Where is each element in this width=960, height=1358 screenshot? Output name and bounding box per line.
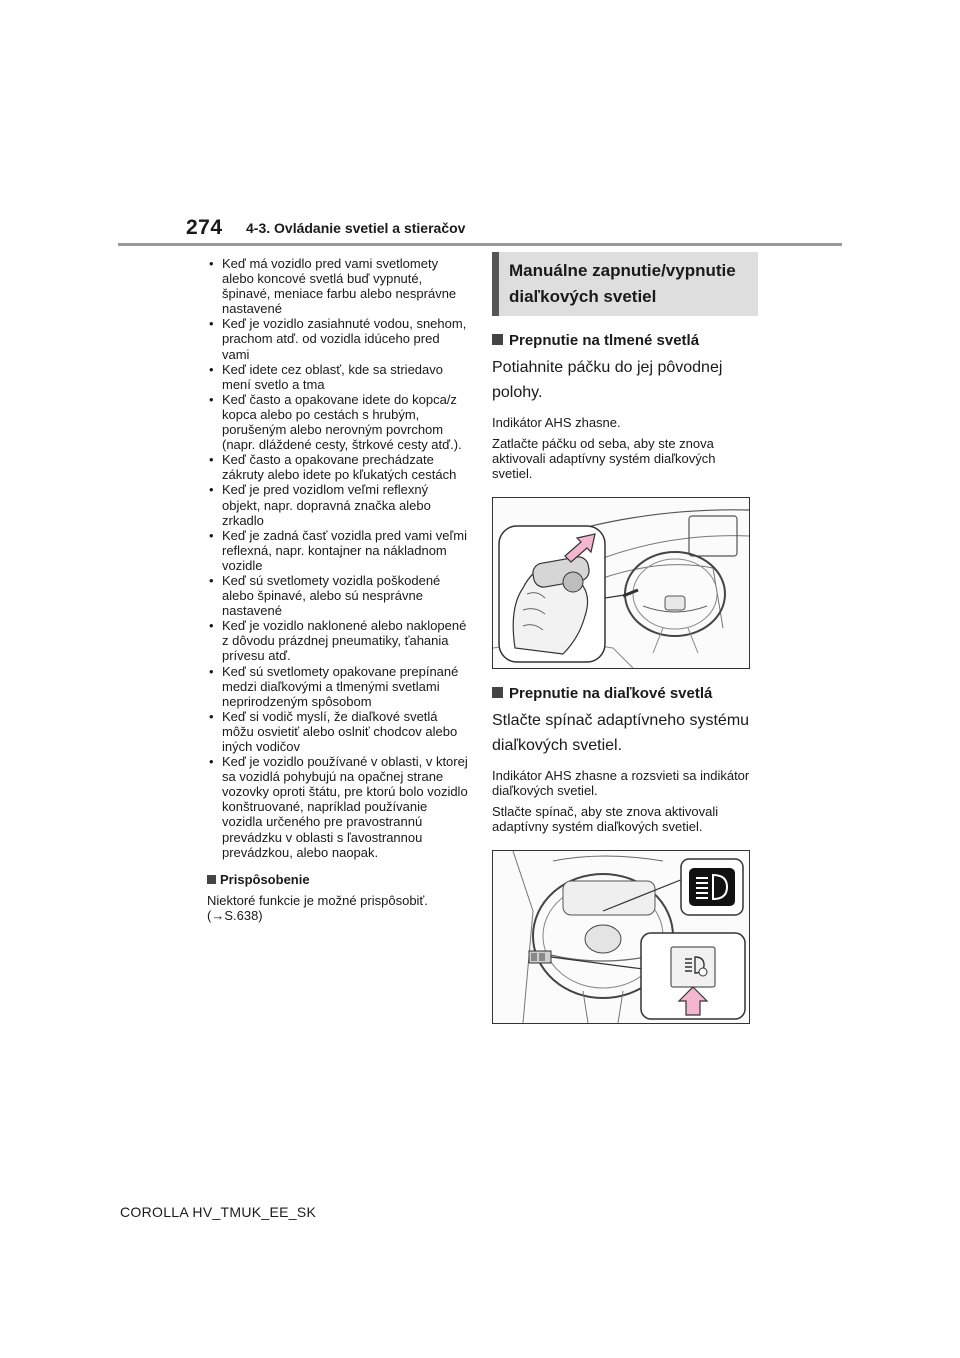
right-column [492, 252, 750, 1024]
box-heading: Manuálne zapnutie/vypnutie diaľkových svetiel [492, 252, 758, 316]
customize-heading-text: Prispôsobenie [220, 871, 310, 887]
customize-text [207, 893, 469, 923]
list-item: • Keď sú svetlomety opakovane prepínané medzi diaľkovými a tlmenými svetlami neprirodzeným spôsobom [207, 664, 469, 709]
list-item: • Keď je vozidlo naklonené alebo naklopené z dôvodu prázdnej pneumatiky, ťahania prívesu atď. [207, 618, 469, 663]
list-item: • Keď idete cez oblasť, kde sa striedavo mení svetlo a tma [207, 362, 469, 392]
low-beam-heading [492, 332, 750, 349]
customize-heading [207, 872, 469, 887]
square-bullet-icon [207, 875, 216, 884]
section-title: 4-3. Ovládanie svetiel a stieračov [246, 220, 466, 236]
list-item: • Keď si vodič myslí, že diaľkové svetlá môžu osvietiť alebo oslniť chodcov alebo iných vodičov [207, 709, 469, 754]
page-number: 274 [186, 216, 223, 239]
page-reference-link[interactable]: (→S.638) [207, 907, 263, 923]
left-column [207, 256, 469, 923]
square-bullet-icon [492, 334, 503, 345]
high-beam-note-2: Stlačte spínač, aby ste znova aktivovali adaptívny systém diaľkových svetiel. [492, 804, 719, 834]
square-bullet-icon [492, 687, 503, 698]
lever-illustration [492, 497, 750, 669]
switch-illustration [492, 850, 750, 1024]
list-item: • Keď je zadná časť vozidla pred vami veľmi reflexná, napr. kontajner na nákladnom vozidle [207, 528, 469, 573]
low-beam-note-1: Indikátor AHS zhasne. [492, 415, 621, 430]
low-beam-heading-text: Prepnutie na tlmené svetlá [509, 332, 700, 349]
list-item: • Keď je pred vozidlom veľmi reflexný objekt, napr. dopravná značka alebo zrkadlo [207, 482, 469, 527]
high-beam-text: Stlačte spínač adaptívneho systému diaľkových svetiel. [492, 712, 750, 754]
high-beam-heading-text: Prepnutie na diaľkové svetlá [509, 685, 713, 702]
footer-code: COROLLA HV_TMUK_EE_SK [120, 1204, 317, 1220]
list-item: • Keď sú svetlomety vozidla poškodené alebo špinavé, alebo sú nesprávne nastavené [207, 573, 469, 618]
list-item: • Keď má vozidlo pred vami svetlomety alebo koncové svetlá buď vypnuté, špinavé, meniace farbu alebo nesprávne nastavené [207, 256, 469, 316]
high-beam-note-1: Indikátor AHS zhasne a rozsvieti sa indikátor diaľkových svetiel. [492, 768, 750, 798]
list-item: • Keď často a opakovane prechádzate zákruty alebo idete po kľukatých cestách [207, 452, 469, 482]
list-item: • Keď je vozidlo používané v oblasti, v ktorej sa vozidlá pohybujú na opačnej strane vozovky oproti štátu, pre ktorú bolo vozidlo konštruované, napríklad používanie vozidla určeného pre pravostrannú prevádzku v oblasti s ľavostrannou prevádzkou, alebo naopak. [207, 754, 469, 860]
lever-drawing [493, 498, 749, 668]
list-item: • Keď je vozidlo zasiahnuté vodou, snehom, prachom atď. od vozidla idúceho pred vami [207, 316, 469, 361]
low-beam-text: Potiahnite páčku do jej pôvodnej polohy. [492, 359, 723, 401]
high-beam-heading [492, 685, 750, 702]
header-rule [118, 243, 842, 246]
condition-list [207, 256, 469, 860]
customize-text-body: Niektoré funkcie je možné prispôsobiť. [207, 892, 428, 908]
low-beam-note-2: Zatlačte páčku od seba, aby ste znova aktivovali adaptívny systém diaľkových svetiel. [492, 436, 716, 481]
list-item: • Keď často a opakovane idete do kopca/z kopca alebo po cestách s hrubým, porušeným alebo nerovným povrchom (napr. dláždené cesty, štrkové cesty atď.). [207, 392, 469, 452]
switch-drawing [493, 851, 749, 1023]
